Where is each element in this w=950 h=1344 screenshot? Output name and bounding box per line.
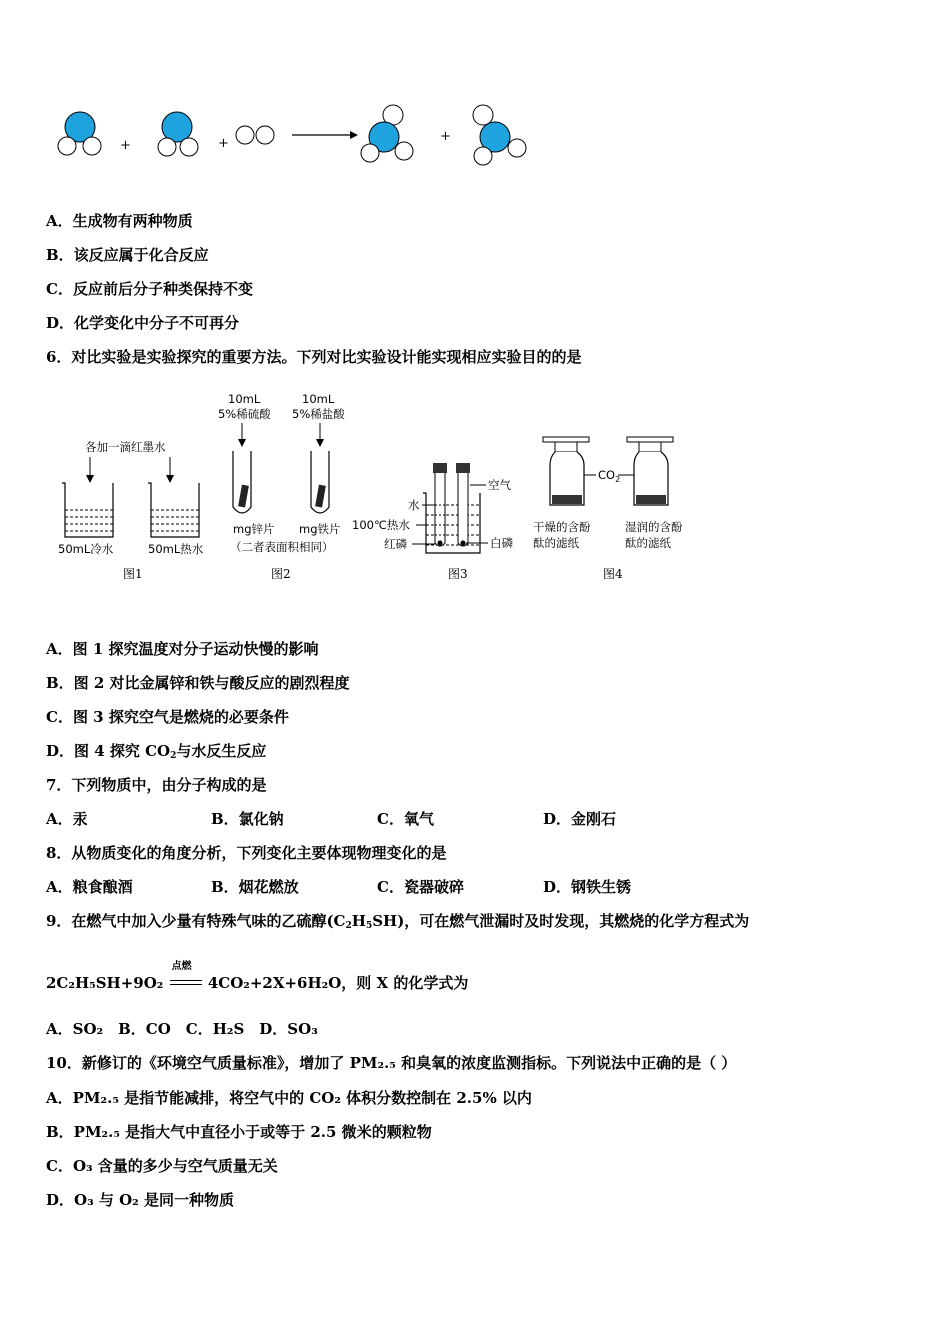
fig3-caption: 图3: [448, 567, 468, 581]
q7-option-c: C．氧气: [377, 810, 434, 828]
q5-option-b: B．该反应属于化合反应: [46, 246, 209, 264]
fig2-acid1-volume: 10mL: [228, 392, 261, 406]
q5-option-c: C．反应前后分子种类保持不变: [46, 280, 253, 298]
fig3-air-label: 空气: [488, 478, 511, 492]
fig2-note: （二者表面积相同）: [230, 540, 334, 554]
fig1-note: 各加一滴红墨水: [85, 440, 166, 454]
q9-options: A．SO₂ B．CO C．H₂S D．SO₃: [46, 1020, 318, 1038]
reaction-arrow: [292, 131, 358, 139]
q8-option-b: B．烟花燃放: [211, 878, 299, 896]
tube-red-phosphorus: [433, 463, 447, 546]
reactant-molecule-3: [236, 126, 274, 144]
q6-figures: [40, 385, 710, 590]
fig2-caption: 图2: [271, 567, 291, 581]
q7-option-b: B．氯化钠: [211, 810, 284, 828]
equation-right: 4CO₂+2X+6H₂O，则 X 的化学式为: [207, 974, 469, 992]
q6-stem: 6．对比实验是实验探究的重要方法。下列对比实验设计能实现相应实验目的的是: [46, 348, 582, 366]
q7-option-d: D．金刚石: [543, 810, 617, 828]
bottle-wet: [627, 437, 673, 505]
reactant-molecule-2: [158, 112, 198, 156]
q5-option-a: A．生成物有两种物质: [46, 212, 193, 230]
q8-option-c: C．瓷器破碎: [377, 878, 464, 896]
test-tube-iron: [311, 451, 329, 513]
q10-stem: 10．新修订的《环境空气质量标准》，增加了 PM₂.₅ 和臭氧的浓度监测指标。下列说法中正确的是（ ）: [46, 1054, 737, 1072]
fig4-dry-label-1: 干燥的含酚: [533, 520, 591, 534]
fig4-co2-label: $CO_2$: [598, 468, 621, 484]
fig3-water-label: 水: [408, 498, 420, 512]
fig1-caption: 图1: [123, 567, 143, 581]
fig1-hot-label: 50mL热水: [148, 542, 204, 556]
q10-option-c: C．O₃ 含量的多少与空气质量无关: [46, 1157, 278, 1175]
plus-sign: +: [120, 138, 131, 153]
fig2-acid2-label: 5%稀盐酸: [292, 407, 345, 421]
q9-equation: [46, 961, 469, 993]
fig4-wet-label-1: 湿润的含酚: [625, 520, 683, 534]
figure-2: [218, 392, 345, 581]
test-tube-zinc: [233, 451, 251, 513]
fig2-acid2-volume: 10mL: [302, 392, 335, 406]
fig4-dry-label-2: 酞的滤纸: [533, 536, 579, 550]
bottle-dry: [543, 437, 589, 505]
q10-option-a: A．PM₂.₅ 是指节能减排，将空气中的 CO₂ 体积分数控制在 2.5% 以内: [46, 1089, 532, 1107]
q7-option-a: A．汞: [46, 810, 88, 828]
plus-sign: +: [440, 129, 451, 144]
figure-4: [533, 437, 683, 581]
fig2-zinc-label: mg锌片: [233, 522, 275, 536]
q8-stem: 8．从物质变化的角度分析，下列变化主要体现物理变化的是: [46, 844, 447, 862]
q8-option-d: D．钢铁生锈: [543, 878, 632, 896]
fig3-red-phosphorus-label: 红磷: [384, 537, 407, 551]
fig4-wet-label-2: 酞的滤纸: [625, 536, 671, 550]
beaker-cold: [62, 483, 113, 537]
product-molecule-1: [361, 105, 413, 162]
q10-option-b: B．PM₂.₅ 是指大气中直径小于或等于 2.5 微米的颗粒物: [46, 1123, 432, 1141]
q10-option-d: D．O₃ 与 O₂ 是同一种物质: [46, 1191, 234, 1209]
plus-sign: +: [218, 136, 229, 151]
figure-1: [58, 440, 204, 581]
q5-option-d: D．化学变化中分子不可再分: [46, 314, 240, 332]
fig3-white-phosphorus-label: 白磷: [490, 536, 513, 550]
ignition-condition: 点燃: [171, 961, 192, 972]
fig2-iron-label: mg铁片: [299, 522, 341, 536]
q6-option-a: A．图 1 探究温度对分子运动快慢的影响: [46, 640, 319, 658]
q6-option-c: C．图 3 探究空气是燃烧的必要条件: [46, 708, 289, 726]
q7-stem: 7．下列物质中，由分子构成的是: [46, 776, 267, 794]
q8-option-a: A．粮食酿酒: [46, 878, 133, 896]
q6-option-b: B．图 2 对比金属锌和铁与酸反应的剧烈程度: [46, 674, 350, 692]
fig3-hot-water-label: 100℃热水: [352, 518, 410, 532]
figure-3: [352, 463, 513, 581]
q6-option-d: D．图 4 探究 $CO_2$与水反生反应: [46, 742, 267, 761]
reactant-molecule-1: [58, 112, 101, 155]
tube-white-phosphorus: [456, 463, 470, 546]
fig1-cold-label: 50mL冷水: [58, 542, 114, 556]
reaction-diagram: [40, 95, 560, 175]
fig2-acid1-label: 5%稀硫酸: [218, 407, 271, 421]
product-molecule-2: [473, 105, 526, 165]
beaker-hot: [148, 483, 199, 537]
equation-left: 2C₂H₅SH+9O₂: [46, 974, 164, 992]
q9-stem: 9．在燃气中加入少量有特殊气味的乙硫醇$(C_2H_5SH)$，可在燃气泄漏时及时发现，其燃烧的化学方程式为: [46, 912, 750, 931]
fig4-caption: 图4: [603, 567, 623, 581]
equation-condition-arrow: [169, 961, 203, 993]
